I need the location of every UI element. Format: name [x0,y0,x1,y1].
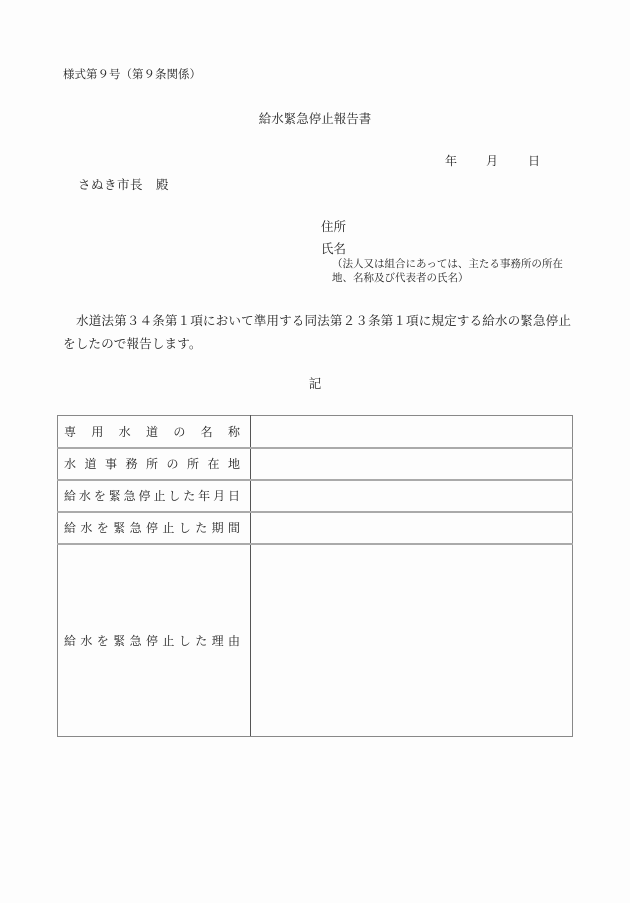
row-label-cell [58,416,251,448]
row-label: 専用水道の名称 [64,424,240,439]
name-label: 氏名 [321,241,347,256]
report-table [57,415,573,737]
address-label: 住所 [321,219,347,234]
row-label: 給水を緊急停止した年月日 [64,489,240,503]
value-cell-office-location[interactable] [251,448,573,480]
row-label-cell [58,448,251,480]
table-row [58,480,573,512]
row-label-cell [58,512,251,544]
table-row [58,416,573,448]
table-row [58,544,573,737]
addressee: さぬき市長 殿 [78,177,170,192]
document-title: 給水緊急停止報告書 [258,111,372,126]
row-label: 給水を緊急停止した理由 [64,633,240,648]
date-day-label: 日 [528,154,541,168]
row-label: 水道事務所の所在地 [64,457,240,471]
date-month-label: 月 [486,154,499,168]
row-label-cell [58,480,251,512]
row-label: 給水を緊急停止した期間 [64,521,240,535]
date-year-label: 年 [445,154,458,168]
value-cell-stop-reason[interactable] [251,544,573,737]
value-cell-stop-date[interactable] [251,480,573,512]
ki-heading: 記 [308,376,322,391]
report-statement: 水道法第３４条第１項において準用する同法第２３条第１項に規定する給水の緊急停止をしたので報告します。 [63,313,572,351]
value-cell-water-supply-name[interactable] [251,416,573,448]
table-row [58,448,573,480]
row-label-cell [58,544,251,737]
value-cell-stop-period[interactable] [251,512,573,544]
applicant-note: （法人又は組合にあっては、主たる事務所の所在地、名称及び代表者の氏名） [332,258,563,284]
table-row [58,512,573,544]
form-number: 様式第９号（第９条関係） [63,67,201,81]
